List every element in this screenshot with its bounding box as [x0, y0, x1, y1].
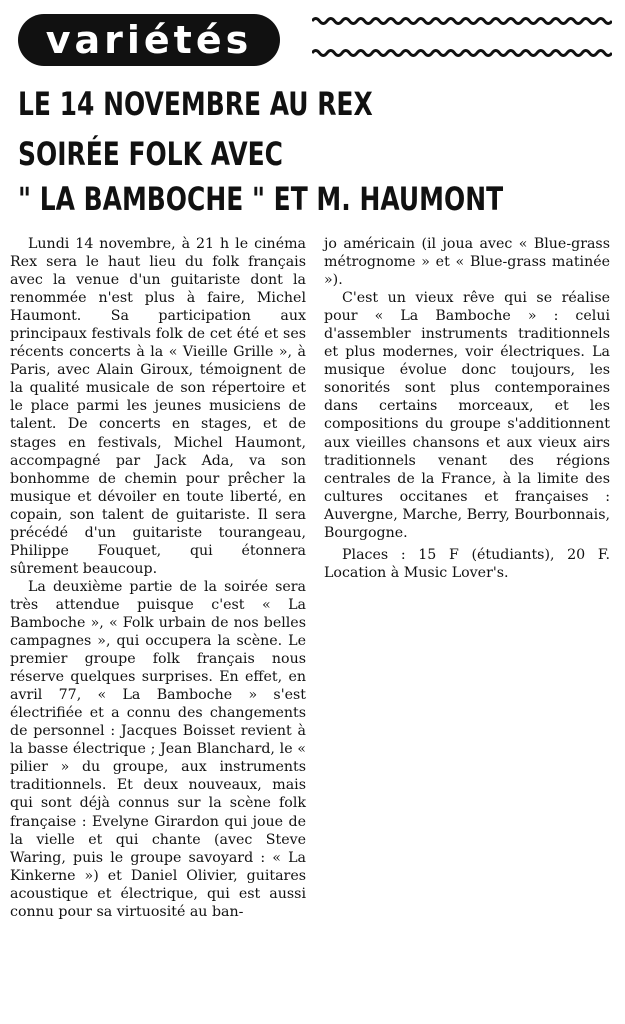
ticket-prices: Places : 15 F (étudiants), 20 F. Location à Music Lover's. — [324, 546, 610, 581]
headline-line-3: " LA BAMBOCHE " ET M. HAUMONT — [18, 180, 504, 218]
decorative-wavy-rule-top — [312, 16, 612, 26]
article-paragraph: Lundi 14 novembre, à 21 h le cinéma Rex sera le haut lieu du folk français avec la venue d'un guitariste dont la renommée n'est plus à faire, Michel Haumont. Sa participation aux principaux festivals folk de cet été et ses récents concerts à la « Vieille Grille », à Paris, avec Alain Giroux, témoignent de la qualité musicale de son répertoire et le place parmi les jeunes musiciens de talent. De concerts en stages, et de stages en festivals, Michel Haumont, accompagné par Jack Ada, va son bonhomme de chemin pour prêcher la musique et dévoiler en toute liberté, en copain, son talent de guitariste. Il sera précédé d'un guitariste tourangeau, Philippe Fouquet, qui étonnera sûrement beaucoup. — [10, 236, 306, 577]
headline-line-2: SOIRÉE FOLK AVEC — [18, 135, 284, 173]
article-paragraph: La deuxième partie de la soirée sera très attendue puisque c'est « La Bamboche », « Folk urbain de nos belles campagnes », qui occupera la scène. Le premier groupe folk français nous réserve quelques surprises. En effet, en avril 77, « La Bamboche » s'est électrifiée et a connu des changements de personnel : Jacques Boisset revient à la basse électrique ; Jean Blanchard, le « pilier » du groupe, aux instruments traditionnels. Et deux nouveaux, mais qui sont déjà connus sur la scène folk française : Evelyne Girardon qui joue de la vielle et qui chante (avec Steve Waring, puis le groupe savoyard : « La Kinkerne ») et Daniel Olivier, guitares acoustique et électrique, qui est aussi connu pour sa virtuosité au ban- — [10, 578, 306, 920]
article-column-right — [324, 235, 610, 582]
article-paragraph-continued: jo américain (il joua avec « Blue-grass métrognome » et « Blue-grass matinée »). — [324, 236, 610, 289]
rubric-label: variétés — [45, 18, 253, 62]
decorative-wavy-rule-bottom — [312, 48, 612, 58]
article-paragraph: C'est un vieux rêve qui se réalise pour « La Bamboche » : celui d'assembler instruments traditionnels et plus modernes, voir électriques. La musique évolue donc toujours, les sonorités sont plus contemporaines dans certains morceaux, et les compositions du groupe s'additionnent aux vieilles chansons et aux vieux airs traditionnels venant des régions centrales de la France, à la limite des cultures occitanes et françaises : Auvergne, Marche, Berry, Bourbonnais, Bourgogne. — [324, 290, 610, 541]
article-column-left — [10, 235, 306, 921]
rubric-badge — [18, 14, 280, 66]
headline-line-1: LE 14 NOVEMBRE AU REX — [18, 85, 373, 123]
